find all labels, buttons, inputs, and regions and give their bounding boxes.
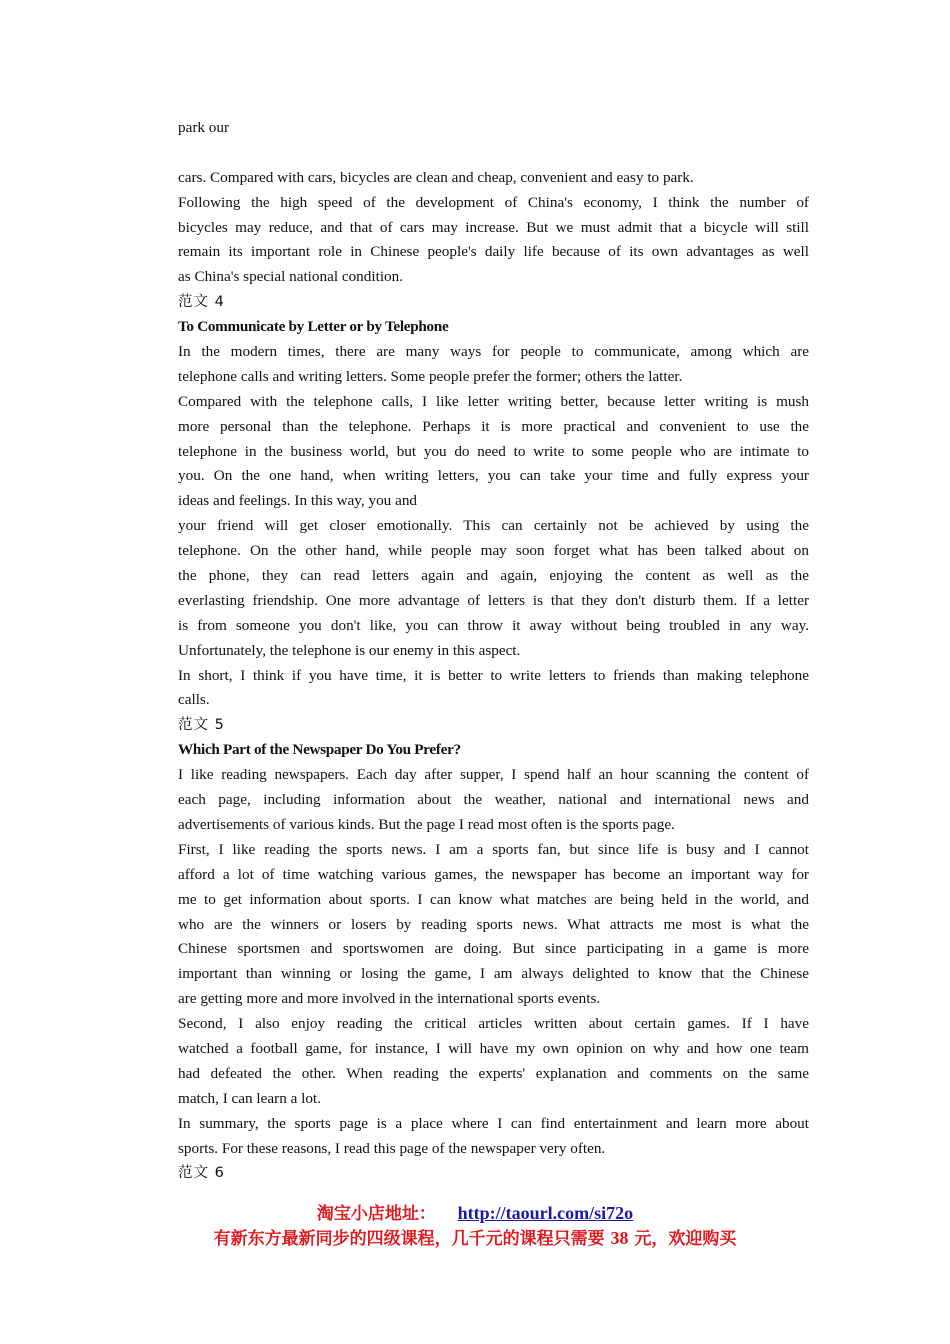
essay-label: 范文 4 — [178, 294, 225, 311]
essay-label: 范文 6 — [178, 1165, 225, 1182]
footer-shop-line — [0, 1199, 950, 1224]
text-line: telephone calls and writing letters. Some people prefer the former; others the latter. — [178, 367, 683, 385]
text-line: park our — [178, 119, 230, 136]
text-line: telephone in the business world, but you do need to write to some people who are intimate to — [178, 442, 809, 460]
text-line: First, I like reading the sports news. I am a sports fan, but since life is busy and I cannot — [178, 840, 809, 858]
promo-text-after: 元，欢迎购买 — [634, 1229, 737, 1249]
text-line: are getting more and more involved in the international sports events. — [178, 990, 601, 1008]
text-line: Chinese sportsmen and sportswomen are doing. But since participating in a game is more — [178, 940, 809, 958]
text-line: Second, I also enjoy reading the critical articles written about certain games. If I have — [178, 1015, 809, 1033]
text-line: sports. For these reasons, I read this page of the newspaper very often. — [178, 1139, 606, 1157]
text-line: remain its important role in Chinese people's daily life because of its own advantages as well — [178, 243, 809, 261]
text-line: afford a lot of time watching various games, the newspaper has become an important way for — [178, 865, 809, 883]
text-line: calls. — [178, 691, 210, 709]
shop-label: 淘宝小店地址： — [316, 1204, 436, 1224]
promo-text-before: 有新东方最新同步的四级课程，几千元的课程只需要 — [213, 1229, 605, 1249]
essay-title: To Communicate by Letter or by Telephone — [178, 318, 449, 336]
text-line: match, I can learn a lot. — [178, 1089, 321, 1107]
footer-promo-line — [0, 1224, 950, 1249]
essay-label: 范文 5 — [178, 717, 225, 734]
text-line: is from someone you don't like, you can throw it away without being troubled in any way. — [178, 616, 809, 634]
text-line: advertisements of various kinds. But the page I read most often is the sports page. — [178, 815, 675, 833]
text-line: more personal than the telephone. Perhaps it is more practical and convenient to use the — [178, 417, 809, 435]
text-line: the phone, they can read letters again and again, enjoying the content as well as the — [178, 567, 809, 585]
text-line: important than winning or losing the game, I am always delighted to know that the Chinese — [178, 965, 809, 983]
text-line: In short, I think if you have time, it is better to write letters to friends than making telephone — [178, 666, 809, 684]
text-line: each page, including information about the weather, national and international news and — [178, 791, 809, 809]
shop-link[interactable]: http://taourl.com/si72o — [457, 1203, 634, 1223]
text-line: Unfortunately, the telephone is our enemy in this aspect. — [178, 641, 521, 659]
promo-price: 38 — [610, 1228, 629, 1248]
text-line: as China's special national condition. — [178, 268, 404, 286]
text-line: watched a football game, for instance, I will have my own opinion on why and how one team — [178, 1039, 809, 1057]
text-line: Following the high speed of the development of China's economy, I think the number of — [178, 193, 809, 211]
document-body — [178, 116, 809, 1186]
text-line: your friend will get closer emotionally. This can certainly not be achieved by using the — [178, 517, 809, 535]
text-line: In the modern times, there are many ways for people to communicate, among which are — [178, 343, 809, 361]
text-line: had defeated the other. When reading the experts' explanation and comments on the same — [178, 1064, 809, 1082]
text-line: ideas and feelings. In this way, you and — [178, 492, 418, 510]
text-line: everlasting friendship. One more advantage of letters is that they don't disturb them. If a letter — [178, 591, 809, 609]
text-line: I like reading newspapers. Each day after supper, I spend half an hour scanning the content of — [178, 766, 809, 784]
text-line: Compared with the telephone calls, I like letter writing better, because letter writing is mush — [178, 392, 809, 410]
text-line: cars. Compared with cars, bicycles are clean and cheap, convenient and easy to park. — [178, 168, 694, 186]
essay-title: Which Part of the Newspaper Do You Prefer? — [178, 741, 461, 759]
text-line: telephone. On the other hand, while people may soon forget what has been talked about on — [178, 542, 809, 560]
text-line: me to get information about sports. I can know what matches are being held in the world, and — [178, 890, 809, 908]
blank-line — [178, 141, 809, 166]
text-line: you. On the one hand, when writing letters, you can take your time and fully express your — [178, 467, 809, 485]
text-line: In summary, the sports page is a place where I can find entertainment and learn more about — [178, 1114, 809, 1132]
text-line: bicycles may reduce, and that of cars may increase. But we must admit that a bicycle will still — [178, 218, 809, 236]
text-line: who are the winners or losers by reading sports news. What attracts me most is what the — [178, 915, 809, 933]
